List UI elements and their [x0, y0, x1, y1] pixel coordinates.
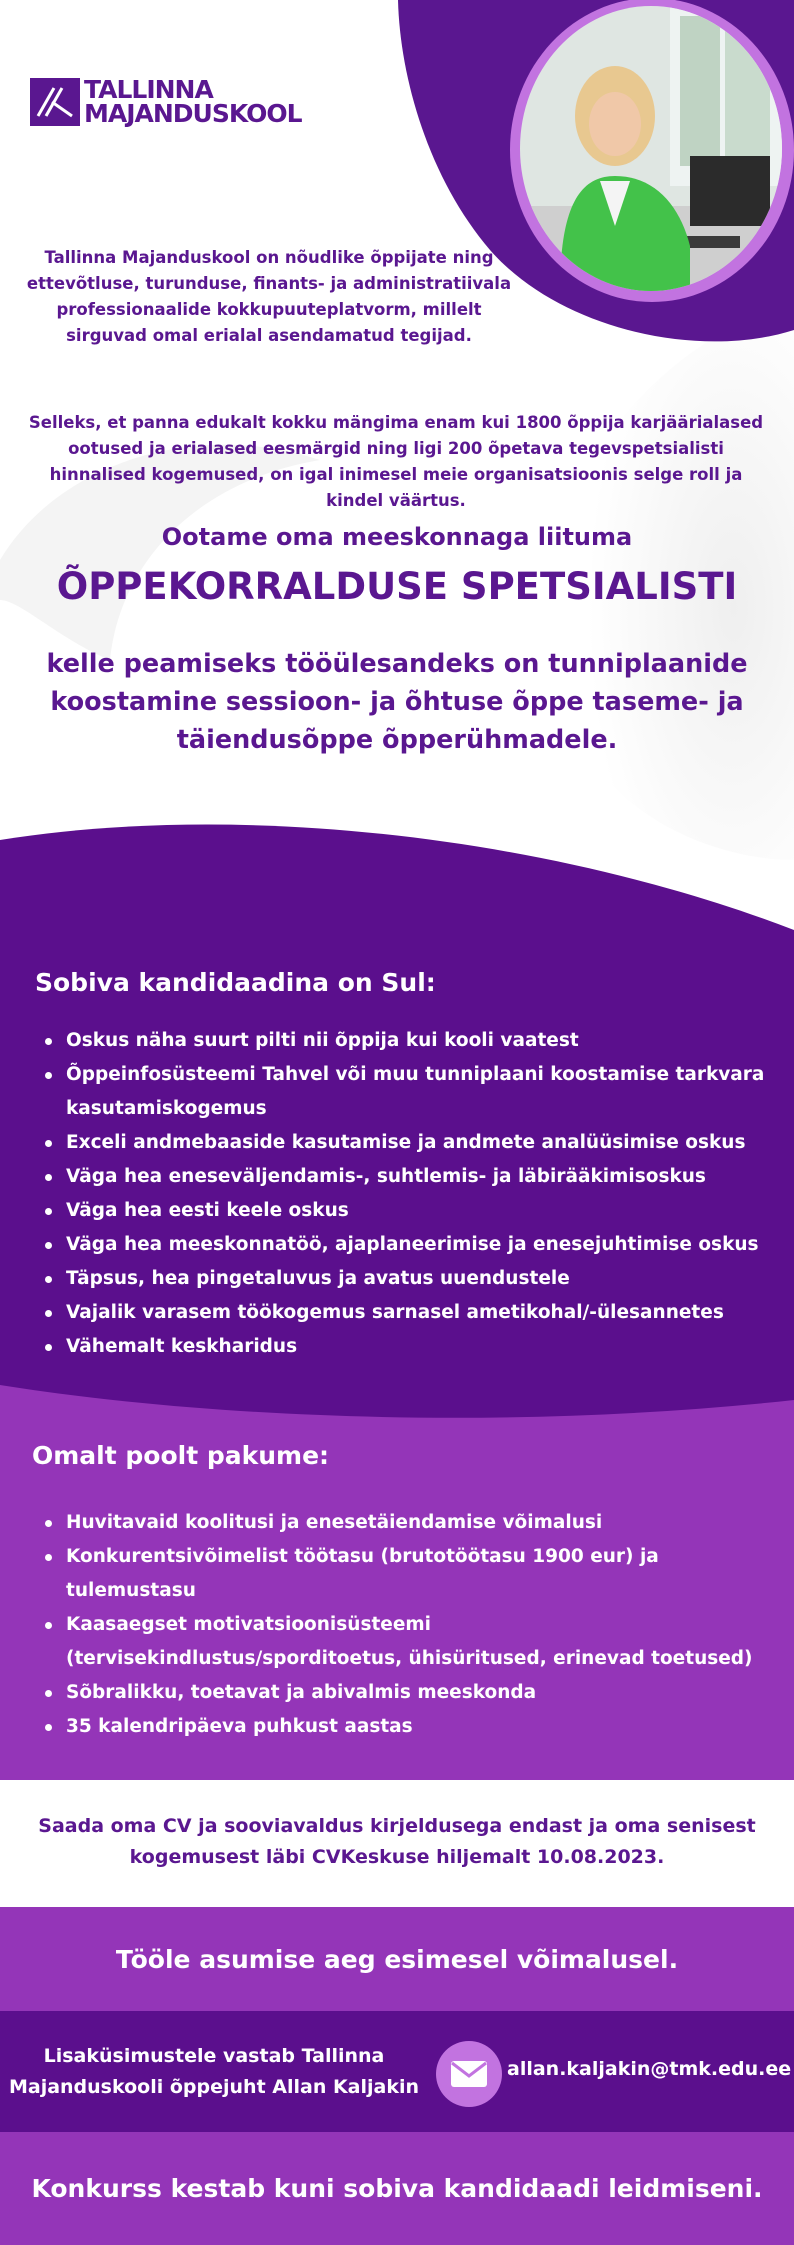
list-item: Sõbralikku, toetavat ja abivalmis meeskonda — [35, 1676, 765, 1710]
list-item: Väga hea meeskonnatöö, ajaplaneerimise ja enesejuhtimise oskus — [35, 1228, 765, 1262]
list-item: Konkurentsivõimelist töötasu (brutotöötasu 1900 eur) ja tulemustasu — [35, 1540, 765, 1608]
closing-text: Konkurss kestab kuni sobiva kandidaadi leidmiseni. — [31, 2174, 763, 2203]
list-item: Õppeinfosüsteemi Tahvel või muu tunniplaani koostamise tarkvara kasutamiskogemus — [35, 1058, 765, 1126]
list-item: Oskus näha suurt pilti nii õppija kui kooli vaatest — [35, 1024, 765, 1058]
school-logo[interactable] — [30, 75, 302, 128]
contact-person-text: Lisaküsimustele vastab Tallinna Majanduskooli õppejuht Allan Kaljakin — [8, 2045, 420, 2098]
list-item: Vähemalt keskharidus — [35, 1330, 765, 1364]
start-date-text: Tööle asumise aeg esimesel võimalusel. — [115, 1944, 679, 1974]
offer-title: Omalt poolt pakume: — [32, 1441, 330, 1470]
list-item: Exceli andmebaaside kasutamise ja andmete analüüsimise oskus — [35, 1126, 765, 1160]
intro-paragraph-1: Tallinna Majanduskool on nõudlike õppijate ning ettevõtluse, turunduse, finants- ja administratiivala professionaalide kokkupuuteplatvorm, millelt sirguvad omal erialal asendamatud tegijad. — [26, 248, 512, 345]
requirements-list — [35, 1024, 765, 1364]
list-item: Kaasaegset motivatsioonisüsteemi (tervisekindlustus/sporditoetus, ühisüritused, erinevad toetused) — [35, 1608, 765, 1676]
logo-wordmark — [84, 75, 302, 128]
closing-banner — [0, 2132, 794, 2245]
join-heading: Ootame oma meeskonnaga liituma — [161, 523, 633, 551]
start-date-banner — [0, 1907, 794, 2011]
envelope-icon[interactable] — [436, 2041, 502, 2107]
woman-at-computer-photo — [520, 6, 782, 291]
intro-paragraph-2: Selleks, et panna edukalt kokku mängima enam kui 1800 õppija karjäärialased ootused ja erialased eesmärgid ning ligi 200 õpetava tegevspetsialisti hinnalised kogemused, on igal inimesel meie organisatsioonis selge roll ja kindel väärtus. — [28, 413, 764, 510]
requirements-title: Sobiva kandidaadina on Sul: — [35, 968, 436, 997]
list-item: Huvitavaid koolitusi ja enesetäiendamise võimalusi — [35, 1506, 765, 1540]
logo-line-1: TALLINNA — [84, 75, 213, 104]
application-instructions: Saada oma CV ja sooviavaldus kirjeldusega endast ja oma senisest kogemusest läbi CVKeskuse hiljemalt 10.08.2023. — [38, 1815, 756, 1868]
list-item: Täpsus, hea pingetaluvus ja avatus uuendustele — [35, 1262, 765, 1296]
list-item: 35 kalendripäeva puhkust aastas — [35, 1710, 765, 1744]
logo-mark-icon — [30, 78, 80, 126]
offer-list — [35, 1506, 765, 1744]
logo-line-2: MAJANDUSKOOL — [84, 99, 302, 128]
list-item: Väga hea eneseväljendamis-, suhtlemis- ja läbirääkimisoskus — [35, 1160, 765, 1194]
list-item: Väga hea eesti keele oskus — [35, 1194, 765, 1228]
contact-email-link[interactable]: allan.kaljakin@tmk.edu.ee — [507, 2058, 792, 2080]
contact-banner — [0, 2011, 794, 2132]
position-description: kelle peamiseks tööülesandeks on tunniplaanide koostamine sessioon- ja õhtuse õppe taseme- ja täiendusõppe õpperühmadele. — [46, 649, 748, 755]
position-title: ÕPPEKORRALDUSE SPETSIALISTI — [56, 565, 738, 608]
list-item: Vajalik varasem töökogemus sarnasel ametikohal/-ülesannetes — [35, 1296, 765, 1330]
